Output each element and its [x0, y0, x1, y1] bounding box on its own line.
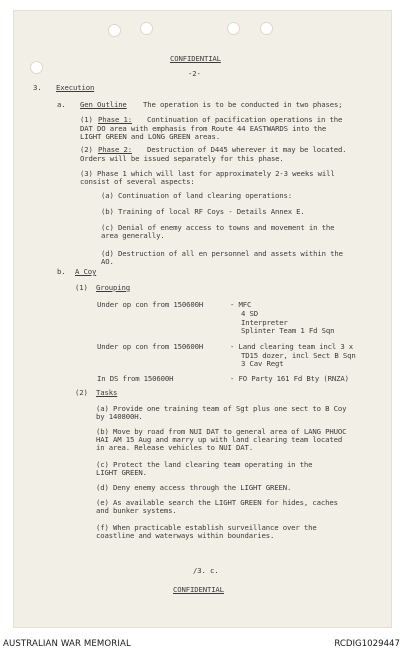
archive-name: AUSTRALIAN WAR MEMORIAL: [3, 639, 131, 649]
para-b-label: b.: [57, 267, 66, 276]
grouping-item: - Land clearing team incl 3 x: [230, 342, 354, 351]
punch-hole: [260, 22, 273, 35]
task-b: HAI AM 15 Aug and marry up with land clearing team located: [96, 435, 343, 444]
phase1-line: Continuation of pacification operations in the: [147, 115, 343, 124]
task-c: (c) Protect the land clearing team operating in the: [96, 460, 313, 469]
phase2-label: Phase 2:: [98, 145, 132, 154]
grouping-item: - FO Party 161 Fd Bty (RNZA): [230, 374, 349, 383]
phase2-line: Orders will be issued separately for this phase.: [80, 154, 284, 163]
punch-hole: [30, 61, 43, 74]
task-a: (a) Provide one training team of Sgt plus one sect to B Coy: [96, 404, 347, 413]
para-b-heading: A Coy: [75, 267, 97, 276]
phase2-num: (2): [80, 145, 93, 154]
grouping-item: TD15 dozer, incl Sect B Sqn: [241, 351, 356, 360]
page-number: -2-: [188, 69, 201, 78]
section-number: 3.: [33, 83, 42, 92]
archive-reference: RCDIG1029447: [334, 639, 400, 649]
grouping-num: (1): [75, 283, 88, 292]
continuation-marker: /3. c.: [193, 566, 219, 575]
grouping-item: 4 SD: [241, 309, 258, 318]
grouping-row-label: Under op con from 150600H: [97, 342, 204, 351]
task-b: in area. Release vehicles to NUI DAT.: [96, 443, 253, 452]
grouping-row-label: Under op con from 150600H: [97, 300, 204, 309]
phase2-line: Destruction of D445 wherever it may be located.: [147, 145, 347, 154]
aspect-d: (d) Destruction of all en personnel and assets within the: [101, 249, 343, 258]
task-d: (d) Deny enemy access through the LIGHT GREEN.: [96, 483, 292, 492]
phase3-line: consist of several aspects:: [80, 177, 195, 186]
phase1-label: Phase 1:: [98, 115, 132, 124]
grouping-row-label: In DS from 150600H: [97, 374, 174, 383]
task-b: (b) Move by road from NUI DAT to general area of LANG PHUOC: [96, 427, 347, 436]
phase1-line: LIGHT GREEN and LONG GREEN areas.: [80, 132, 221, 141]
aspect-c: area generally.: [101, 231, 165, 240]
tasks-heading: Tasks: [96, 388, 118, 397]
aspect-c: (c) Denial of enemy access to towns and movement in the: [101, 223, 335, 232]
para-a-heading: Gen Outline: [80, 100, 127, 109]
task-a: by 140800H.: [96, 412, 143, 421]
para-a-heading-text: The operation is to be conducted in two phases;: [143, 100, 343, 109]
section-title: Execution: [56, 83, 95, 92]
punch-hole: [108, 24, 121, 37]
grouping-heading: Grouping: [96, 283, 130, 292]
task-e: and bunker systems.: [96, 506, 177, 515]
task-f: (f) When practicable establish surveillance over the: [96, 523, 317, 532]
archive-footer: [0, 636, 405, 654]
grouping-item: Interpreter: [241, 318, 288, 327]
task-e: (e) As available search the LIGHT GREEN for hides, caches: [96, 498, 338, 507]
aspect-a: (a) Continuation of land clearing operations:: [101, 191, 292, 200]
punch-hole: [140, 22, 153, 35]
aspect-d: AO.: [101, 257, 114, 266]
phase1-num: (1): [80, 115, 93, 124]
tasks-num: (2): [75, 388, 88, 397]
phase3-line: (3) Phase 1 which will last for approximately 2-3 weeks will: [80, 169, 335, 178]
classification-header: CONFIDENTIAL: [170, 54, 221, 63]
grouping-item: Splinter Team 1 Fd Sqn: [241, 326, 335, 335]
para-a-label: a.: [57, 100, 66, 109]
aspect-b: (b) Training of local RF Coys - Details Annex E.: [101, 207, 305, 216]
grouping-item: - MFC: [230, 300, 252, 309]
task-f: coastline and waterways within boundaries.: [96, 531, 275, 540]
punch-hole: [227, 22, 240, 35]
classification-footer: CONFIDENTIAL: [173, 585, 224, 594]
phase1-line: DAT DO area with emphasis from Route 44 EASTWARDS into the: [80, 124, 327, 133]
grouping-item: 3 Cav Regt: [241, 359, 284, 368]
task-c: LIGHT GREEN.: [96, 468, 147, 477]
